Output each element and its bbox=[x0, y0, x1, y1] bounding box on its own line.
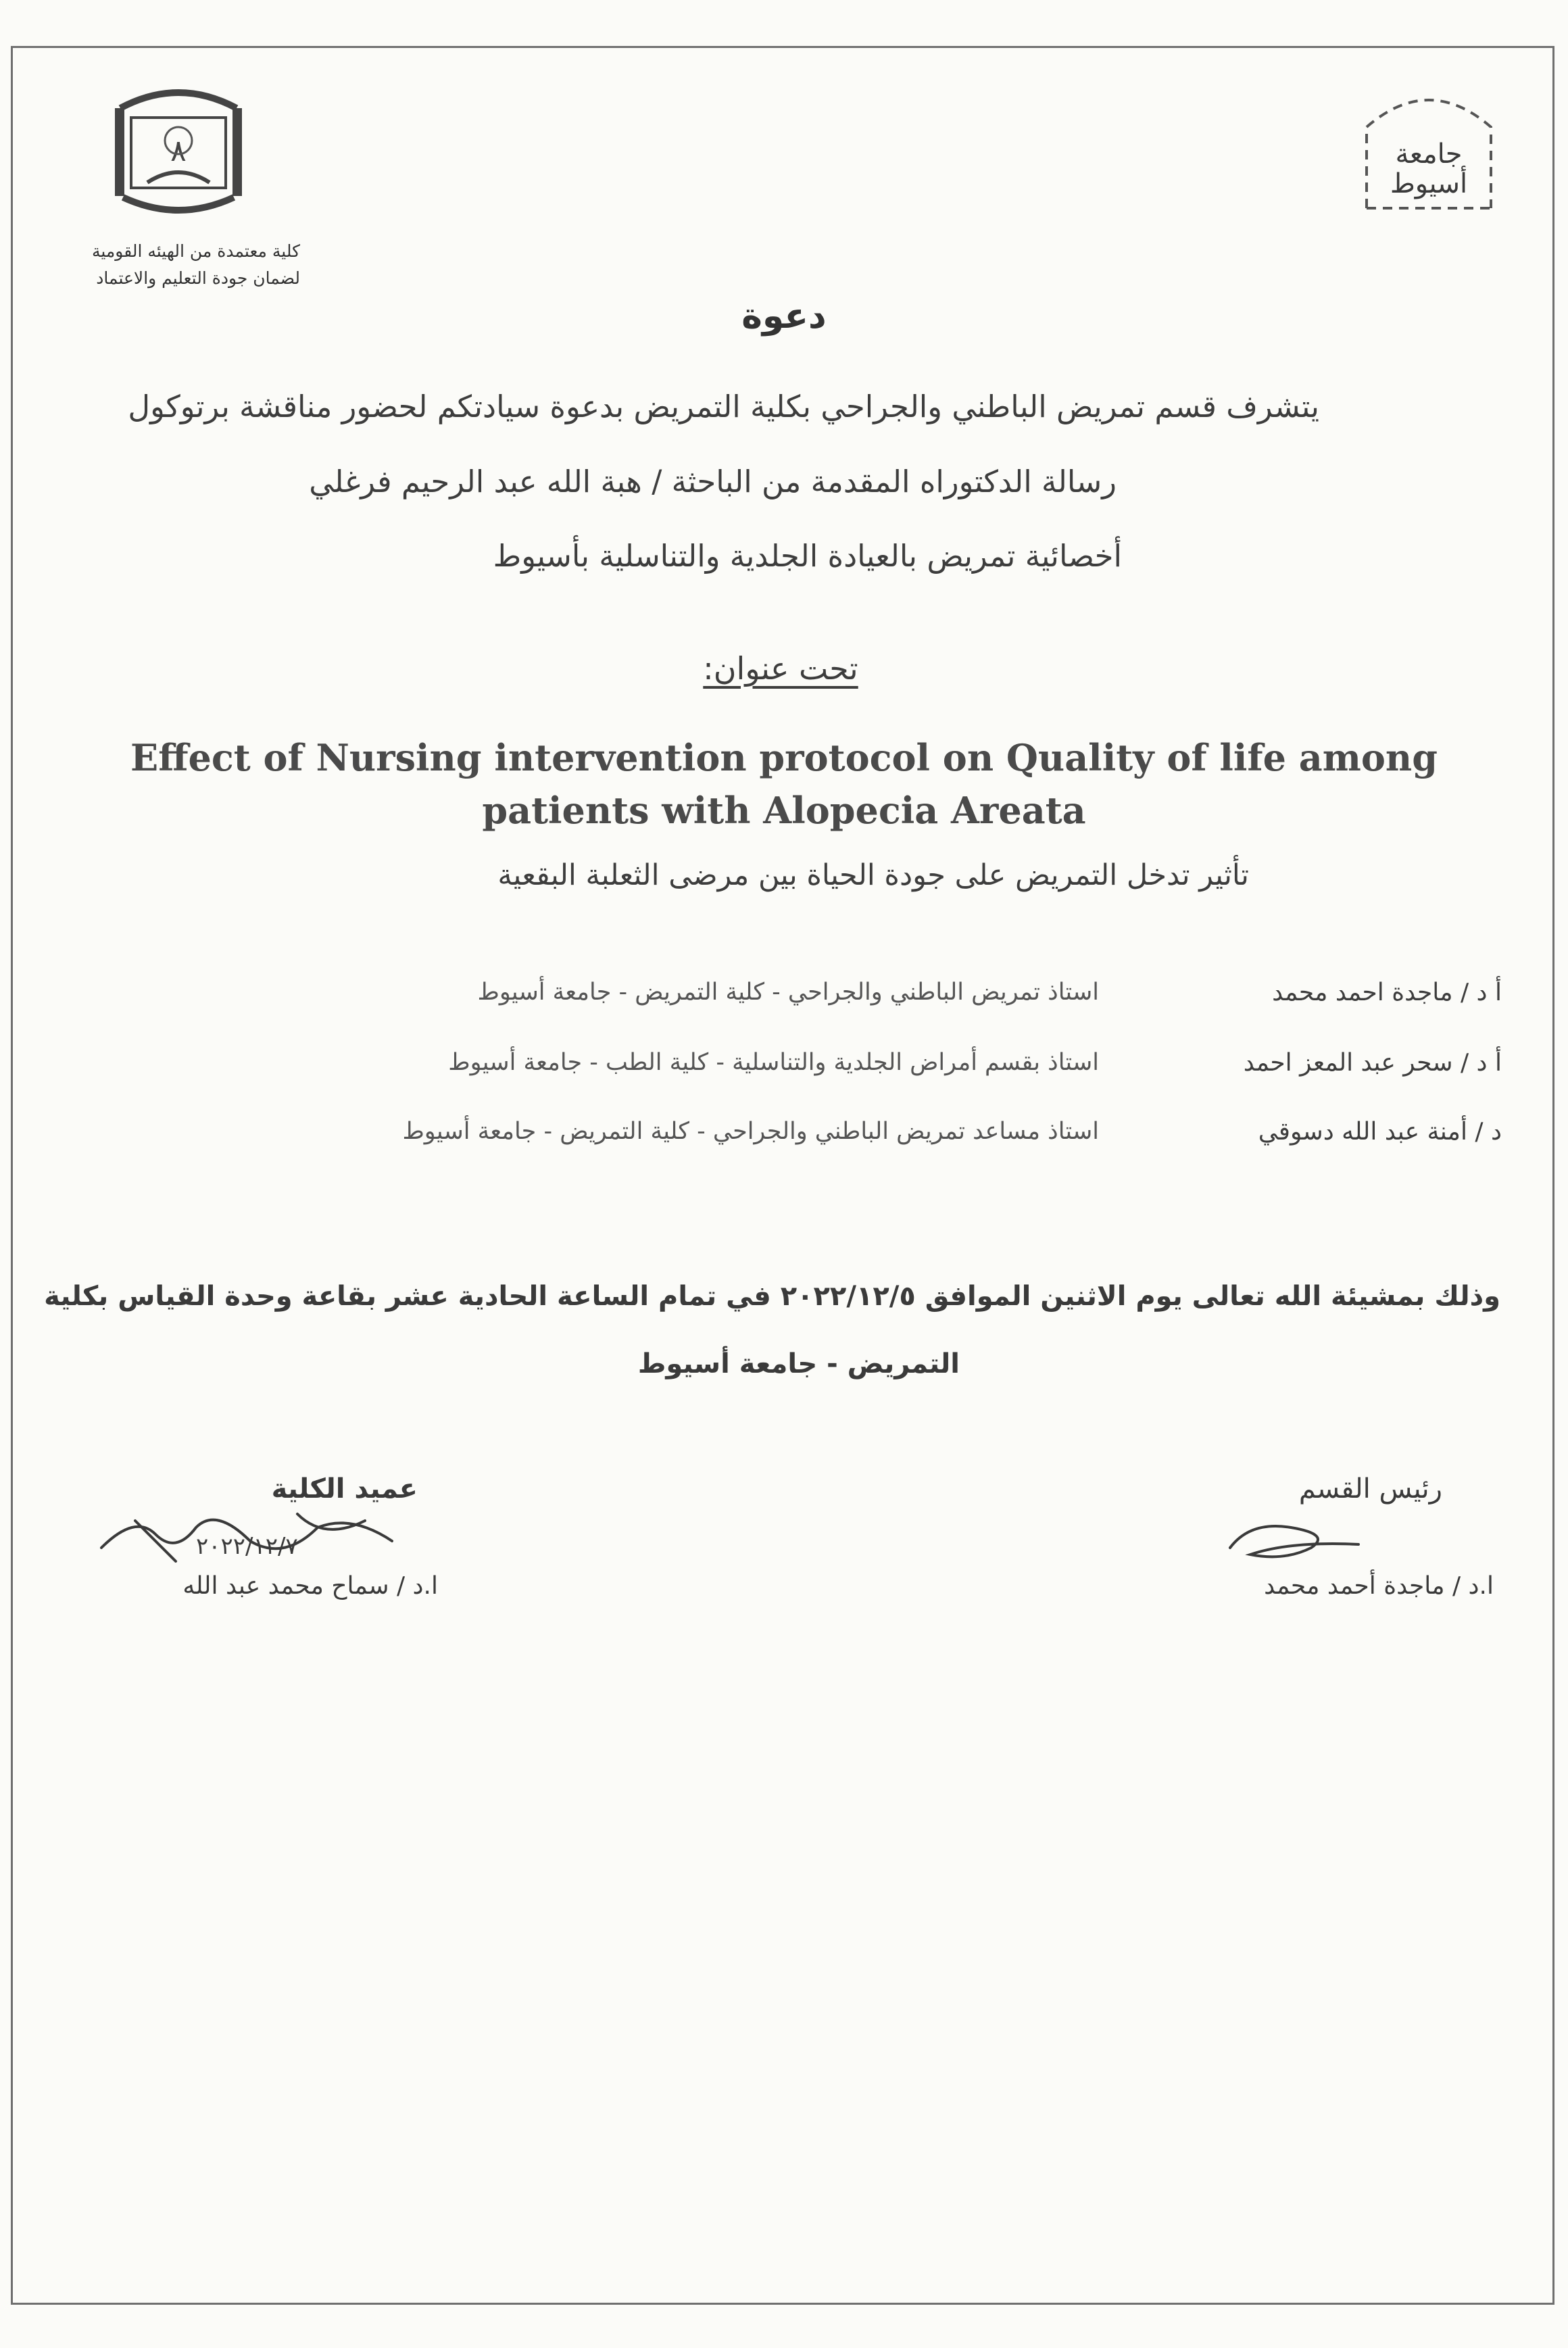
accreditation-line-2: لضمان جودة التعليم والاعتماد bbox=[96, 268, 300, 288]
invitation-body-line-1: يتشرف قسم تمريض الباطني والجراحي بكلية التمريض بدعوة سيادتكم لحضور مناقشة برتوكول bbox=[128, 389, 1319, 424]
department-head-label: رئيس القسم bbox=[1298, 1473, 1442, 1505]
invitation-body-line-3: أخصائية تمريض بالعيادة الجلدية والتناسلية بأسيوط bbox=[493, 538, 1122, 574]
committee-member-name: أ د / سحر عبد المعز احمد bbox=[1243, 1049, 1502, 1077]
committee-member-name: د / أمنة عبد الله دسوقي bbox=[1258, 1118, 1502, 1146]
page-border bbox=[11, 46, 1554, 2305]
committee-member-title: استاذ بقسم أمراض الجلدية والتناسلية - كلية الطب - جامعة أسيوط bbox=[448, 1049, 1099, 1076]
faculty-emblem-icon bbox=[100, 81, 257, 224]
thesis-title-arabic: تأثير تدخل التمريض على جودة الحياة بين مرضى الثعلبة البقعية bbox=[497, 858, 1249, 892]
invitation-body-line-2: رسالة الدكتوراه المقدمة من الباحثة / هبة الله عبد الرحيم فرغلي bbox=[309, 464, 1117, 499]
department-head-name: ا.د / ماجدة أحمد محمد bbox=[1264, 1572, 1494, 1600]
dean-name: ا.د / سماح محمد عبد الله bbox=[182, 1572, 438, 1600]
svg-text:٨: ٨ bbox=[170, 134, 187, 168]
university-logo-word-1: جامعة bbox=[1395, 139, 1463, 170]
under-title-label: تحت عنوان: bbox=[703, 650, 858, 687]
dean-handwritten-date: ٢٠٢٢/١٢/٧ bbox=[196, 1533, 298, 1560]
department-head-signature bbox=[1210, 1514, 1379, 1568]
schedule-line-2: التمريض - جامعة أسيوط bbox=[637, 1348, 960, 1379]
committee-member-title: استاذ مساعد تمريض الباطني والجراحي - كلية التمريض - جامعة أسيوط bbox=[402, 1118, 1099, 1145]
invitation-title: دعوة bbox=[741, 296, 827, 337]
committee-member-title: استاذ تمريض الباطني والجراحي - كلية التمريض - جامعة أسيوط bbox=[477, 979, 1099, 1006]
thesis-title-english bbox=[108, 731, 1460, 837]
accreditation-line-1: كلية معتمدة من الهيئه القومية bbox=[91, 241, 300, 261]
university-logo-word-2: أسيوط bbox=[1390, 168, 1468, 199]
committee-member-name: أ د / ماجدة احمد محمد bbox=[1272, 979, 1502, 1006]
dean-label: عميد الكلية bbox=[271, 1473, 418, 1505]
thesis-title-english-line-2: patients with Alopecia Areata bbox=[482, 789, 1086, 832]
schedule-line-1: وذلك بمشيئة الله تعالى يوم الاثنين الموافق ٢٠٢٢/١٢/٥ في تمام الساعة الحادية عشر بقاعة وحدة القياس بكلية bbox=[44, 1281, 1500, 1312]
thesis-title-english-line-1: Effect of Nursing intervention protocol on Quality of life among bbox=[130, 736, 1438, 779]
university-logo bbox=[1357, 80, 1500, 215]
